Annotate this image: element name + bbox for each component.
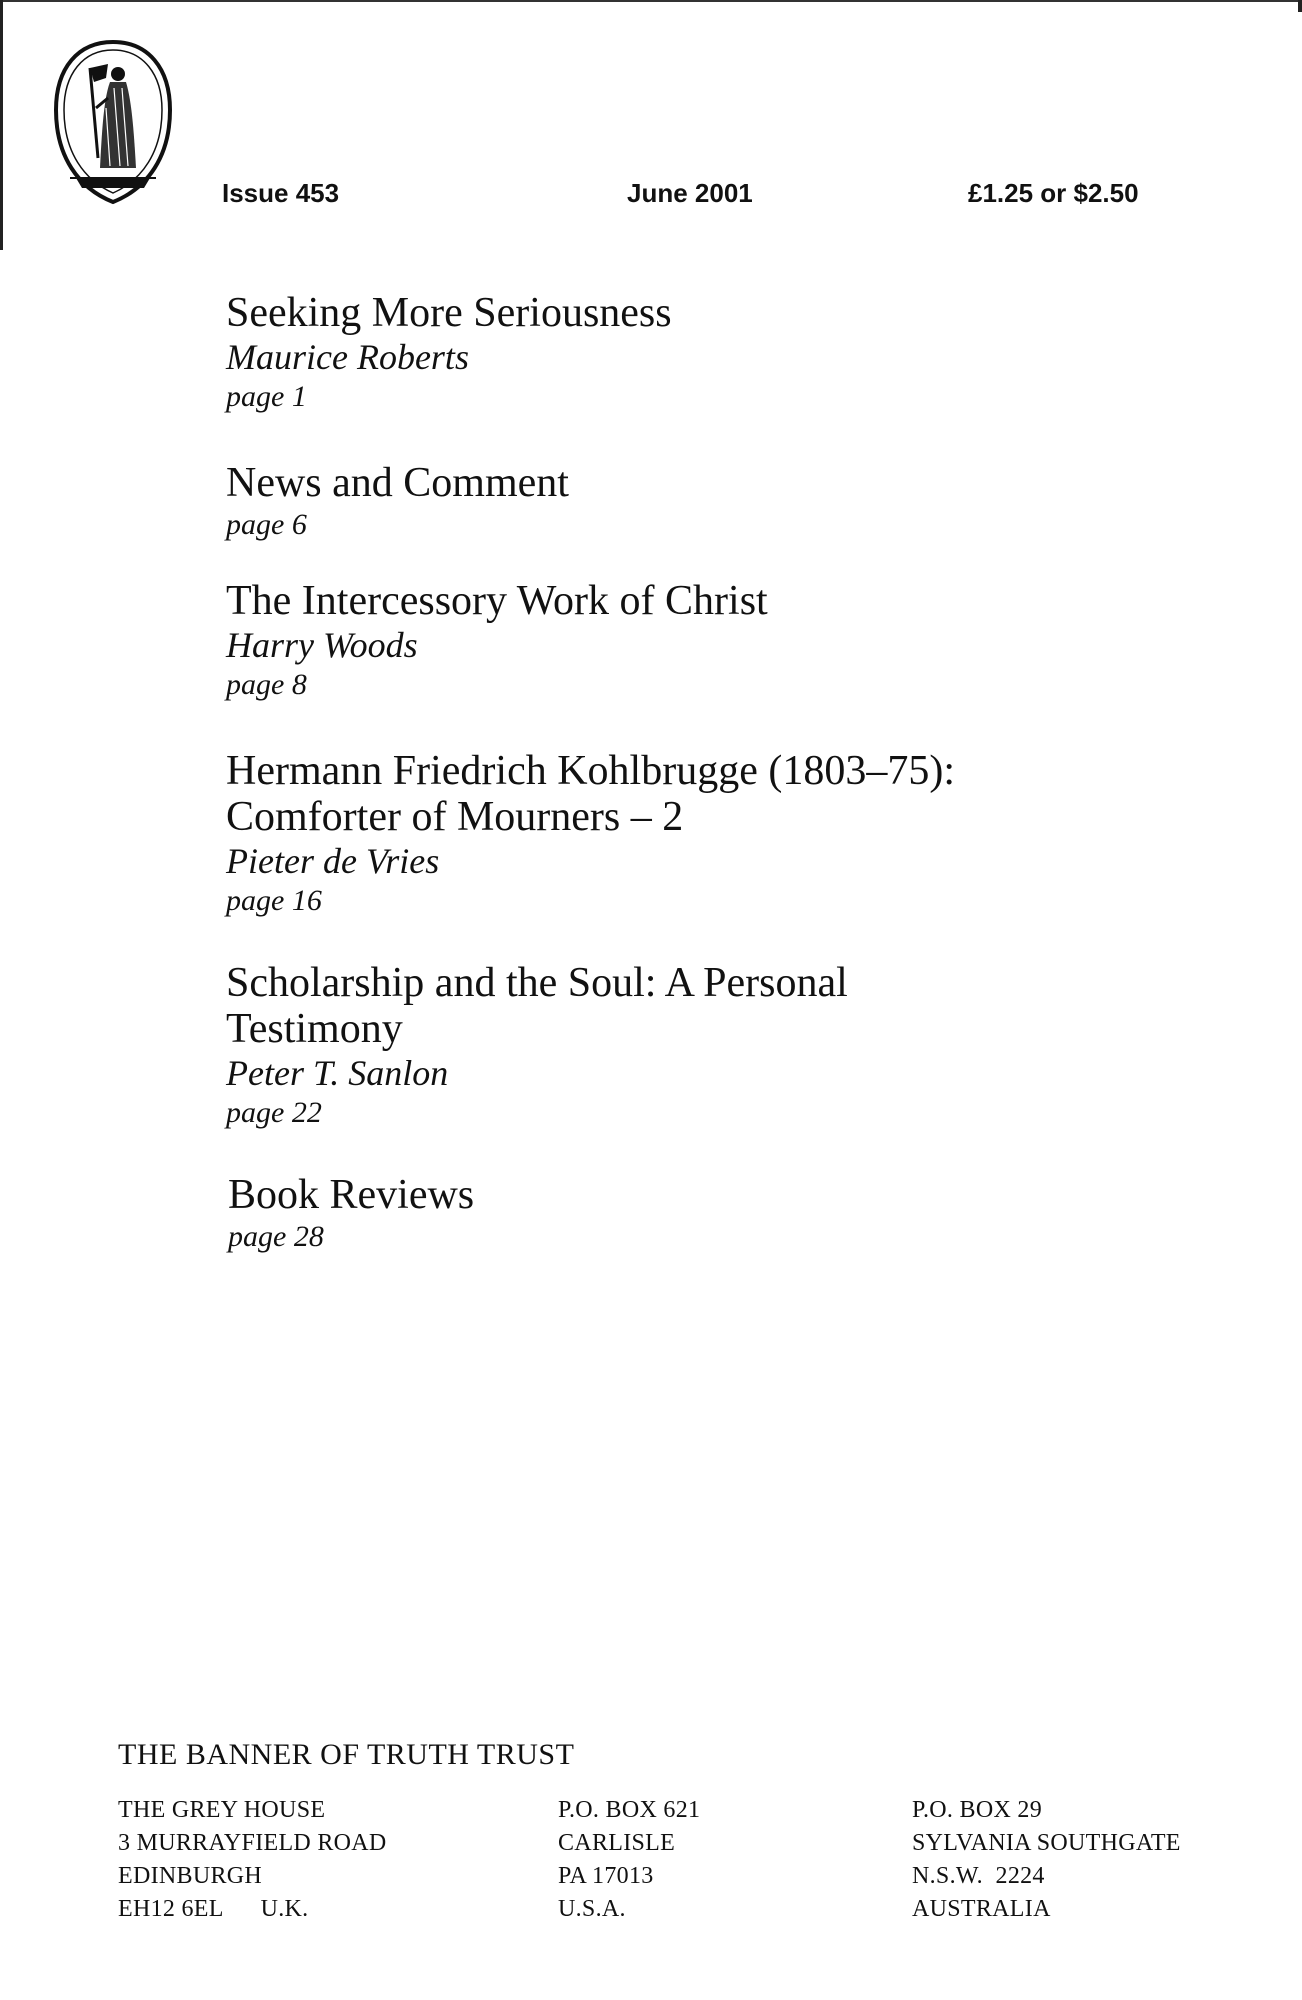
article-title: News and Comment	[226, 460, 569, 506]
address-line: N.S.W. 2224	[912, 1863, 1045, 1889]
article-page: page 22	[226, 1096, 322, 1129]
article-title: Scholarship and the Soul: A Personal	[226, 960, 848, 1006]
publisher-name: THE BANNER OF TRUTH TRUST	[118, 1738, 575, 1771]
article-title: Hermann Friedrich Kohlbrugge (1803–75):	[226, 748, 955, 794]
scan-mark-right	[1298, 0, 1302, 12]
scan-border-left	[0, 0, 3, 250]
issue-price: £1.25 or $2.50	[968, 178, 1139, 208]
toc-entry	[226, 960, 848, 1132]
article-page: page 6	[226, 508, 307, 541]
address-line: CARLISLE	[558, 1830, 676, 1856]
article-page: page 16	[226, 884, 322, 917]
address-line: THE GREY HOUSE	[118, 1797, 326, 1823]
address-line: U.S.A.	[558, 1896, 626, 1922]
toc-entry	[226, 578, 768, 704]
address-australia	[912, 1794, 1181, 1926]
article-title: Seeking More Seriousness	[226, 290, 672, 336]
toc-entry	[226, 748, 955, 920]
scan-border-top	[0, 0, 1302, 2]
address-line: P.O. BOX 29	[912, 1797, 1042, 1823]
address-line: P.O. BOX 621	[558, 1797, 701, 1823]
article-author: Pieter de Vries	[226, 841, 440, 881]
article-title-continued: Comforter of Mourners – 2	[226, 794, 684, 840]
article-title: Book Reviews	[228, 1172, 475, 1218]
address-line: EH12 6EL U.K.	[118, 1896, 309, 1922]
article-page: page 1	[226, 380, 307, 413]
toc-entry	[228, 1172, 474, 1256]
address-line: 3 MURRAYFIELD ROAD	[118, 1830, 387, 1856]
address-line: PA 17013	[558, 1863, 654, 1889]
masthead	[220, 178, 1196, 218]
address-usa	[558, 1794, 700, 1926]
article-page: page 28	[228, 1220, 324, 1253]
address-line: EDINBURGH	[118, 1863, 263, 1889]
article-title-continued: Testimony	[226, 1006, 403, 1052]
article-author: Harry Woods	[226, 625, 418, 665]
article-page: page 8	[226, 668, 307, 701]
address-line: SYLVANIA SOUTHGATE	[912, 1830, 1181, 1856]
toc-entry	[226, 290, 672, 416]
address-line: AUSTRALIA	[912, 1896, 1051, 1922]
article-author: Peter T. Sanlon	[226, 1053, 449, 1093]
issue-number: Issue 453	[222, 178, 340, 208]
article-title: The Intercessory Work of Christ	[226, 578, 768, 624]
toc-entry	[226, 460, 569, 544]
article-author: Maurice Roberts	[226, 337, 469, 377]
issue-date: June 2001	[627, 178, 753, 208]
standard-bearer-emblem-icon	[48, 38, 178, 206]
address-uk	[118, 1794, 387, 1926]
